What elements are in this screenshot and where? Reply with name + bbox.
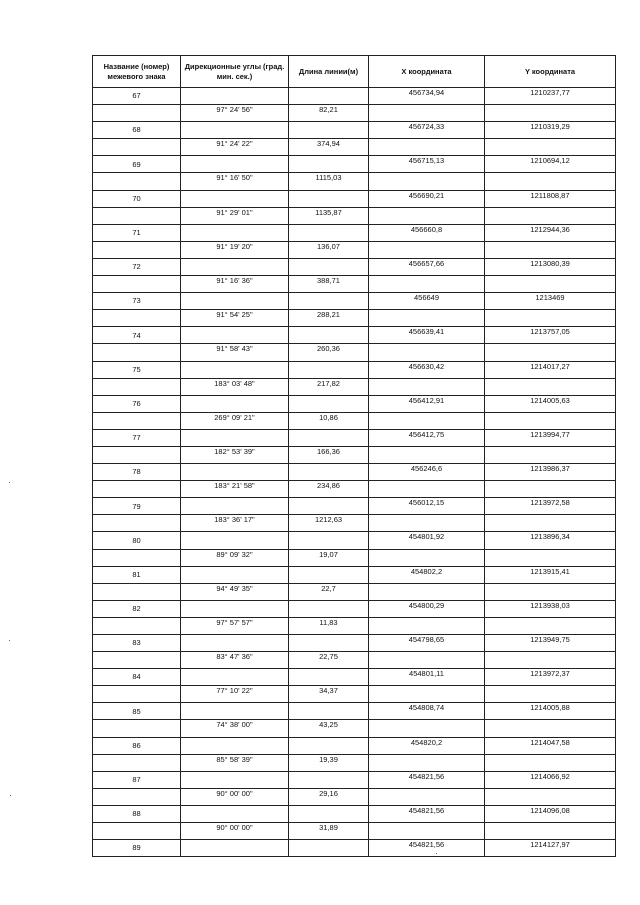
empty-name-cell [93, 173, 181, 190]
empty-y-cell [485, 276, 616, 293]
table-row-point [93, 88, 616, 105]
empty-y-cell [485, 823, 616, 840]
direction-angle-cell: 183° 36' 17" [181, 515, 289, 532]
empty-length-cell [289, 190, 369, 207]
direction-angle-cell: 182° 53' 39" [181, 446, 289, 463]
empty-name-cell [93, 481, 181, 498]
y-coordinate-cell: 1213896,34 [485, 532, 616, 549]
y-coordinate-cell: 1214047,58 [485, 737, 616, 754]
empty-angle-cell [181, 600, 289, 617]
table-row-segment [93, 344, 616, 361]
y-coordinate-cell: 1211808,87 [485, 190, 616, 207]
empty-length-cell [289, 737, 369, 754]
y-coordinate-cell: 1214127,97 [485, 840, 616, 857]
table-row-segment [93, 481, 616, 498]
direction-angle-cell: 85° 58' 39" [181, 754, 289, 771]
x-coordinate-cell: 454798,65 [369, 635, 485, 652]
empty-length-cell [289, 635, 369, 652]
empty-name-cell [93, 276, 181, 293]
empty-name-cell [93, 652, 181, 669]
empty-x-cell [369, 720, 485, 737]
table-row-point [93, 669, 616, 686]
empty-length-cell [289, 88, 369, 105]
empty-length-cell [289, 327, 369, 344]
table-row-point [93, 190, 616, 207]
empty-angle-cell [181, 224, 289, 241]
header-point-name: Название (номер) межевого знака [93, 56, 181, 88]
direction-angle-cell: 91° 24' 22" [181, 139, 289, 156]
table-row-point [93, 361, 616, 378]
empty-length-cell [289, 156, 369, 173]
header-x-coordinate: X координата [369, 56, 485, 88]
empty-name-cell [93, 344, 181, 361]
empty-y-cell [485, 412, 616, 429]
x-coordinate-cell: 456657,66 [369, 258, 485, 275]
line-length-cell: 31,89 [289, 823, 369, 840]
table-row-point [93, 293, 616, 310]
table-row-segment [93, 652, 616, 669]
x-coordinate-cell: 456412,91 [369, 395, 485, 412]
y-coordinate-cell: 1213972,37 [485, 669, 616, 686]
empty-length-cell [289, 429, 369, 446]
x-coordinate-cell: 456630,42 [369, 361, 485, 378]
y-coordinate-cell: 1214096,08 [485, 805, 616, 822]
empty-length-cell [289, 224, 369, 241]
point-name-cell: 72 [93, 258, 181, 275]
empty-length-cell [289, 293, 369, 310]
direction-angle-cell: 183° 03' 48" [181, 378, 289, 395]
y-coordinate-cell: 1213469 [485, 293, 616, 310]
empty-name-cell [93, 617, 181, 634]
table-row-point [93, 258, 616, 275]
empty-length-cell [289, 532, 369, 549]
line-length-cell: 288,21 [289, 310, 369, 327]
direction-angle-cell: 97° 24' 56" [181, 105, 289, 122]
empty-x-cell [369, 481, 485, 498]
empty-length-cell [289, 464, 369, 481]
y-coordinate-cell: 1214005,63 [485, 395, 616, 412]
empty-y-cell [485, 173, 616, 190]
table-row-point [93, 498, 616, 515]
empty-angle-cell [181, 737, 289, 754]
x-coordinate-cell: 456690,21 [369, 190, 485, 207]
table-row-point [93, 224, 616, 241]
empty-angle-cell [181, 805, 289, 822]
empty-length-cell [289, 566, 369, 583]
point-name-cell: 70 [93, 190, 181, 207]
table-row-point [93, 635, 616, 652]
point-name-cell: 76 [93, 395, 181, 412]
empty-y-cell [485, 344, 616, 361]
empty-y-cell [485, 720, 616, 737]
empty-y-cell [485, 686, 616, 703]
direction-angle-cell: 89° 09' 32" [181, 549, 289, 566]
empty-length-cell [289, 122, 369, 139]
empty-x-cell [369, 617, 485, 634]
table-row-point [93, 805, 616, 822]
direction-angle-cell: 91° 54' 25" [181, 310, 289, 327]
point-name-cell: 74 [93, 327, 181, 344]
empty-y-cell [485, 652, 616, 669]
y-coordinate-cell: 1213757,05 [485, 327, 616, 344]
direction-angle-cell: 91° 29' 01" [181, 207, 289, 224]
empty-length-cell [289, 771, 369, 788]
point-name-cell: 81 [93, 566, 181, 583]
scan-speck [9, 640, 10, 641]
x-coordinate-cell: 454821,56 [369, 805, 485, 822]
header-y-coordinate: Y координата [485, 56, 616, 88]
direction-angle-cell: 91° 19' 20" [181, 241, 289, 258]
point-name-cell: 88 [93, 805, 181, 822]
empty-length-cell [289, 600, 369, 617]
scan-speck [9, 482, 10, 483]
table-row-segment [93, 754, 616, 771]
line-length-cell: 29,16 [289, 788, 369, 805]
empty-name-cell [93, 549, 181, 566]
x-coordinate-cell: 456660,8 [369, 224, 485, 241]
empty-x-cell [369, 686, 485, 703]
table-row-segment [93, 139, 616, 156]
table-row-point [93, 703, 616, 720]
x-coordinate-cell: 454802,2 [369, 566, 485, 583]
y-coordinate-cell: 1213938,03 [485, 600, 616, 617]
y-coordinate-cell: 1213915,41 [485, 566, 616, 583]
table-row-point [93, 156, 616, 173]
empty-angle-cell [181, 566, 289, 583]
table-row-point [93, 429, 616, 446]
coordinates-table [92, 55, 616, 857]
empty-name-cell [93, 241, 181, 258]
empty-x-cell [369, 207, 485, 224]
empty-angle-cell [181, 361, 289, 378]
empty-x-cell [369, 378, 485, 395]
empty-x-cell [369, 105, 485, 122]
point-name-cell: 77 [93, 429, 181, 446]
scan-speck [436, 853, 437, 854]
table-row-segment [93, 310, 616, 327]
line-length-cell: 22,7 [289, 583, 369, 600]
empty-angle-cell [181, 122, 289, 139]
empty-name-cell [93, 788, 181, 805]
x-coordinate-cell: 454801,11 [369, 669, 485, 686]
empty-x-cell [369, 515, 485, 532]
empty-x-cell [369, 241, 485, 258]
empty-angle-cell [181, 669, 289, 686]
line-length-cell: 1212,63 [289, 515, 369, 532]
y-coordinate-cell: 1213080,39 [485, 258, 616, 275]
y-coordinate-cell: 1210694,12 [485, 156, 616, 173]
x-coordinate-cell: 456639,41 [369, 327, 485, 344]
empty-y-cell [485, 378, 616, 395]
table-row-point [93, 327, 616, 344]
empty-length-cell [289, 395, 369, 412]
y-coordinate-cell: 1210237,77 [485, 88, 616, 105]
direction-angle-cell: 91° 58' 43" [181, 344, 289, 361]
empty-angle-cell [181, 293, 289, 310]
line-length-cell: 388,71 [289, 276, 369, 293]
table-row-segment [93, 617, 616, 634]
table-body [93, 88, 616, 857]
point-name-cell: 87 [93, 771, 181, 788]
line-length-cell: 10,86 [289, 412, 369, 429]
empty-angle-cell [181, 258, 289, 275]
empty-length-cell [289, 258, 369, 275]
x-coordinate-cell: 456412,75 [369, 429, 485, 446]
empty-angle-cell [181, 464, 289, 481]
empty-x-cell [369, 823, 485, 840]
line-length-cell: 43,25 [289, 720, 369, 737]
empty-angle-cell [181, 327, 289, 344]
empty-x-cell [369, 310, 485, 327]
x-coordinate-cell: 454820,2 [369, 737, 485, 754]
table-row-point [93, 566, 616, 583]
empty-name-cell [93, 446, 181, 463]
empty-length-cell [289, 361, 369, 378]
y-coordinate-cell: 1214017,27 [485, 361, 616, 378]
x-coordinate-cell: 456649 [369, 293, 485, 310]
direction-angle-cell: 91° 16' 36" [181, 276, 289, 293]
empty-length-cell [289, 498, 369, 515]
x-coordinate-cell: 456246,6 [369, 464, 485, 481]
empty-x-cell [369, 754, 485, 771]
point-name-cell: 82 [93, 600, 181, 617]
x-coordinate-cell: 454800,29 [369, 600, 485, 617]
empty-y-cell [485, 617, 616, 634]
empty-angle-cell [181, 532, 289, 549]
header-direction-angle: Дирекционные углы (град. мин. сек.) [181, 56, 289, 88]
header-line-length: Длина линии(м) [289, 56, 369, 88]
point-name-cell: 73 [93, 293, 181, 310]
point-name-cell: 85 [93, 703, 181, 720]
line-length-cell: 166,36 [289, 446, 369, 463]
empty-x-cell [369, 549, 485, 566]
point-name-cell: 86 [93, 737, 181, 754]
empty-length-cell [289, 840, 369, 857]
table-row-segment [93, 549, 616, 566]
y-coordinate-cell: 1213949,75 [485, 635, 616, 652]
line-length-cell: 1115,03 [289, 173, 369, 190]
point-name-cell: 78 [93, 464, 181, 481]
empty-y-cell [485, 481, 616, 498]
empty-length-cell [289, 703, 369, 720]
direction-angle-cell: 90° 00' 00" [181, 788, 289, 805]
scan-speck [10, 795, 11, 796]
empty-x-cell [369, 583, 485, 600]
empty-x-cell [369, 788, 485, 805]
empty-x-cell [369, 139, 485, 156]
point-name-cell: 69 [93, 156, 181, 173]
empty-y-cell [485, 241, 616, 258]
empty-angle-cell [181, 88, 289, 105]
empty-y-cell [485, 207, 616, 224]
empty-angle-cell [181, 395, 289, 412]
line-length-cell: 19,07 [289, 549, 369, 566]
empty-angle-cell [181, 635, 289, 652]
x-coordinate-cell: 456715,13 [369, 156, 485, 173]
point-name-cell: 68 [93, 122, 181, 139]
empty-name-cell [93, 720, 181, 737]
direction-angle-cell: 74° 38' 00" [181, 720, 289, 737]
table-row-point [93, 600, 616, 617]
empty-angle-cell [181, 190, 289, 207]
direction-angle-cell: 83° 47' 36" [181, 652, 289, 669]
y-coordinate-cell: 1213986,37 [485, 464, 616, 481]
empty-name-cell [93, 583, 181, 600]
table-row-segment [93, 686, 616, 703]
line-length-cell: 260,36 [289, 344, 369, 361]
line-length-cell: 234,86 [289, 481, 369, 498]
x-coordinate-cell: 456724,33 [369, 122, 485, 139]
direction-angle-cell: 77° 10' 22" [181, 686, 289, 703]
empty-y-cell [485, 583, 616, 600]
empty-length-cell [289, 805, 369, 822]
y-coordinate-cell: 1213972,58 [485, 498, 616, 515]
empty-name-cell [93, 310, 181, 327]
line-length-cell: 136,07 [289, 241, 369, 258]
direction-angle-cell: 269° 09' 21" [181, 412, 289, 429]
x-coordinate-cell: 454821,56 [369, 771, 485, 788]
table-row-segment [93, 788, 616, 805]
empty-y-cell [485, 139, 616, 156]
x-coordinate-cell: 454808,74 [369, 703, 485, 720]
empty-name-cell [93, 139, 181, 156]
table-row-point [93, 771, 616, 788]
empty-y-cell [485, 105, 616, 122]
point-name-cell: 84 [93, 669, 181, 686]
empty-x-cell [369, 652, 485, 669]
point-name-cell: 71 [93, 224, 181, 241]
y-coordinate-cell: 1214066,92 [485, 771, 616, 788]
line-length-cell: 22,75 [289, 652, 369, 669]
empty-name-cell [93, 686, 181, 703]
table-row-segment [93, 583, 616, 600]
table-row-point [93, 840, 616, 857]
empty-angle-cell [181, 429, 289, 446]
x-coordinate-cell: 454821,56 [369, 840, 485, 857]
direction-angle-cell: 91° 16' 50" [181, 173, 289, 190]
empty-x-cell [369, 173, 485, 190]
table-row-point [93, 737, 616, 754]
table-row-segment [93, 207, 616, 224]
line-length-cell: 19,39 [289, 754, 369, 771]
empty-angle-cell [181, 840, 289, 857]
direction-angle-cell: 90° 00' 00" [181, 823, 289, 840]
empty-angle-cell [181, 156, 289, 173]
point-name-cell: 79 [93, 498, 181, 515]
empty-name-cell [93, 515, 181, 532]
empty-angle-cell [181, 703, 289, 720]
table-row-point [93, 122, 616, 139]
table-row-segment [93, 823, 616, 840]
empty-name-cell [93, 412, 181, 429]
empty-y-cell [485, 788, 616, 805]
line-length-cell: 374,94 [289, 139, 369, 156]
line-length-cell: 11,83 [289, 617, 369, 634]
y-coordinate-cell: 1213994,77 [485, 429, 616, 446]
direction-angle-cell: 183° 21' 58" [181, 481, 289, 498]
empty-y-cell [485, 549, 616, 566]
point-name-cell: 89 [93, 840, 181, 857]
empty-name-cell [93, 105, 181, 122]
empty-x-cell [369, 276, 485, 293]
line-length-cell: 82,21 [289, 105, 369, 122]
table-row-segment [93, 720, 616, 737]
table-row-point [93, 395, 616, 412]
y-coordinate-cell: 1214005,88 [485, 703, 616, 720]
table-row-segment [93, 378, 616, 395]
empty-y-cell [485, 754, 616, 771]
point-name-cell: 80 [93, 532, 181, 549]
point-name-cell: 75 [93, 361, 181, 378]
x-coordinate-cell: 454801,92 [369, 532, 485, 549]
empty-length-cell [289, 669, 369, 686]
table-row-segment [93, 515, 616, 532]
line-length-cell: 1135,87 [289, 207, 369, 224]
line-length-cell: 217,82 [289, 378, 369, 395]
empty-name-cell [93, 823, 181, 840]
empty-x-cell [369, 412, 485, 429]
table-row-point [93, 464, 616, 481]
y-coordinate-cell: 1212944,36 [485, 224, 616, 241]
empty-name-cell [93, 378, 181, 395]
point-name-cell: 83 [93, 635, 181, 652]
table-row-point [93, 532, 616, 549]
table-row-segment [93, 173, 616, 190]
point-name-cell: 67 [93, 88, 181, 105]
x-coordinate-cell: 456012,15 [369, 498, 485, 515]
table-row-segment [93, 105, 616, 122]
table-header-row [93, 56, 616, 88]
table-row-segment [93, 276, 616, 293]
direction-angle-cell: 94° 49' 35" [181, 583, 289, 600]
empty-y-cell [485, 515, 616, 532]
empty-y-cell [485, 446, 616, 463]
direction-angle-cell: 97° 57' 57" [181, 617, 289, 634]
table-row-segment [93, 446, 616, 463]
y-coordinate-cell: 1210319,29 [485, 122, 616, 139]
line-length-cell: 34,37 [289, 686, 369, 703]
table-row-segment [93, 412, 616, 429]
x-coordinate-cell: 456734,94 [369, 88, 485, 105]
table-row-segment [93, 241, 616, 258]
empty-x-cell [369, 344, 485, 361]
empty-x-cell [369, 446, 485, 463]
empty-angle-cell [181, 771, 289, 788]
empty-angle-cell [181, 498, 289, 515]
empty-name-cell [93, 754, 181, 771]
empty-name-cell [93, 207, 181, 224]
empty-y-cell [485, 310, 616, 327]
